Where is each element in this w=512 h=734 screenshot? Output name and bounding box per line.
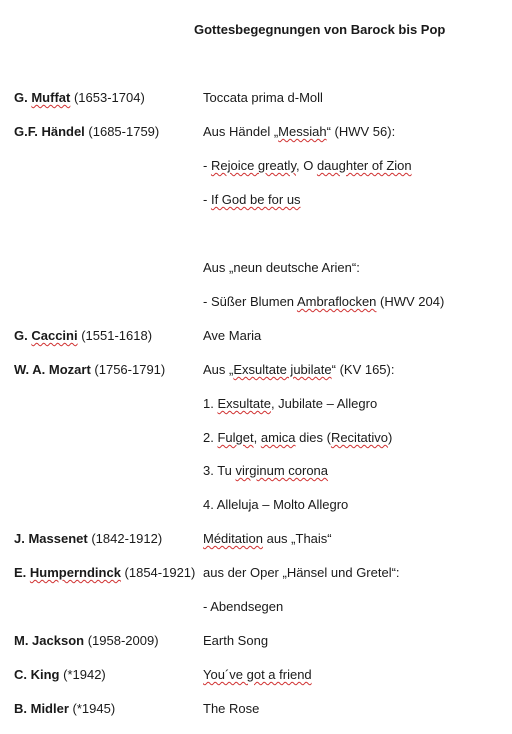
composer-name: E. Humperndinck: [14, 565, 121, 580]
composer-midler: [14, 701, 115, 716]
composer-mozart: [14, 362, 165, 377]
composer-years: (1756-1791): [90, 362, 166, 377]
composer-name: B. Midler: [14, 701, 69, 716]
composer-name: J. Massenet: [14, 531, 88, 546]
composer-name: G. Caccini: [14, 328, 78, 343]
work-line: Aus Händel „Messiah“ (HWV 56):: [203, 124, 396, 139]
composer-years: (1685-1759): [84, 124, 160, 139]
work-line: - Süßer Blumen Ambraflocken (HWV 204): [203, 294, 445, 309]
composer-years: (1854-1921): [120, 565, 196, 580]
composer-name: G. Muffat: [14, 90, 71, 105]
composer-years: (*1945): [68, 701, 116, 716]
work-line: Aus „Exsultate jubilate“ (KV 165):: [203, 362, 395, 377]
composer-years: (1958-2009): [84, 633, 159, 648]
composer-haendel: [14, 124, 159, 139]
work-line: aus der Oper „Hänsel und Gretel“:: [203, 565, 400, 580]
composer-years: (1551-1618): [77, 328, 153, 343]
composer-name: M. Jackson: [14, 633, 85, 648]
composer-muffat: [14, 90, 145, 105]
composer-jackson: [14, 633, 159, 648]
composer-name: W. A. Mozart: [14, 362, 91, 377]
composer-years: (1842-1912): [87, 531, 163, 546]
work-line: Aus „neun deutsche Arien“:: [203, 260, 360, 275]
page-title: Gottesbegegnungen von Barock bis Pop: [194, 22, 446, 37]
composer-caccini: [14, 328, 152, 343]
work-line: 4. Alleluja – Molto Allegro: [203, 497, 349, 512]
work-line: - Abendsegen: [203, 599, 284, 614]
work-line: Méditation aus „Thais“: [203, 531, 332, 546]
work-line: 3. Tu virginum corona: [203, 463, 329, 478]
work-line: The Rose: [203, 701, 260, 716]
work-line: - If God be for us: [203, 192, 301, 207]
composer-name: G.F. Händel: [14, 124, 85, 139]
work-line: 1. Exsultate, Jubilate – Allegro: [203, 396, 378, 411]
work-line: - Rejoice greatly, O daughter of Zion: [203, 158, 412, 173]
composer-years: (*1942): [59, 667, 106, 682]
work-line: Earth Song: [203, 633, 269, 648]
composer-massenet: [14, 531, 162, 546]
work-line: You´ve got a friend: [203, 667, 312, 682]
work-line: 2. Fulget, amica dies (Recitativo): [203, 430, 393, 445]
composer-king: [14, 667, 106, 682]
work-line: Ave Maria: [203, 328, 262, 343]
composer-name: C. King: [14, 667, 60, 682]
work-line: Toccata prima d-Moll: [203, 90, 323, 105]
composer-years: (1653-1704): [70, 90, 145, 105]
composer-humperdinck: [14, 565, 195, 580]
